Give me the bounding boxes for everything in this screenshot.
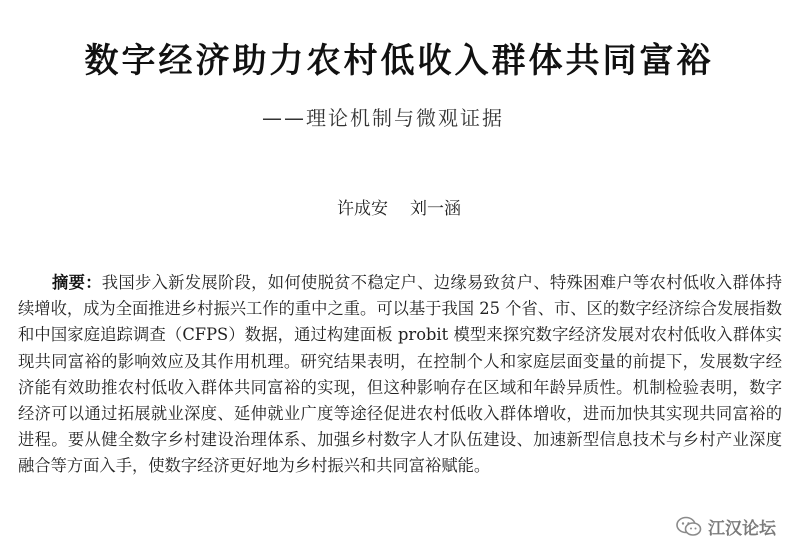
abstract-body: 我国步入新发展阶段，如何使脱贫不稳定户、边缘易致贫户、特殊困难户等农村低收入群体持续增收，成为全面推进乡村振兴工作的重中之重。可以基于我国 25 个省、市、区的数字经济综合发展指数和中国家庭追踪调查（CFPS）数据，通过构建面板 probit 模型来探究数字经济发展对农村低收入群体实现共同富裕的影响效应及其作用机理。研究结果表明，在控制个人和家庭层面变量的前提下，发展数字经济能有效助推农村低收入群体共同富裕的实现，但这种影响存在区域和年龄异质性。机制检验表明，数字经济可以通过拓展就业深度、延伸就业广度等途径促进农村低收入群体增收，进而加快其实现共同富裕的进程。要从健全数字乡村建设治理体系、加强乡村数字人才队伍建设、加速新型信息技术与乡村产业深度融合等方面入手，使数字经济更好地为乡村振兴和共同富裕赋能。 xyxy=(18,273,782,476)
author-list xyxy=(0,197,798,221)
wechat-icon xyxy=(676,516,702,538)
watermark-text: 江汉论坛 xyxy=(708,519,776,539)
watermark xyxy=(676,514,776,539)
author-name: 许成安 xyxy=(337,199,388,219)
abstract xyxy=(18,270,782,480)
abstract-label: 摘要： xyxy=(52,273,102,292)
document-title: 数字经济助力农村低收入群体共同富裕 xyxy=(84,41,714,81)
document-subtitle: ——理论机制与微观证据 xyxy=(262,106,504,130)
author-name: 刘一涵 xyxy=(410,199,461,219)
